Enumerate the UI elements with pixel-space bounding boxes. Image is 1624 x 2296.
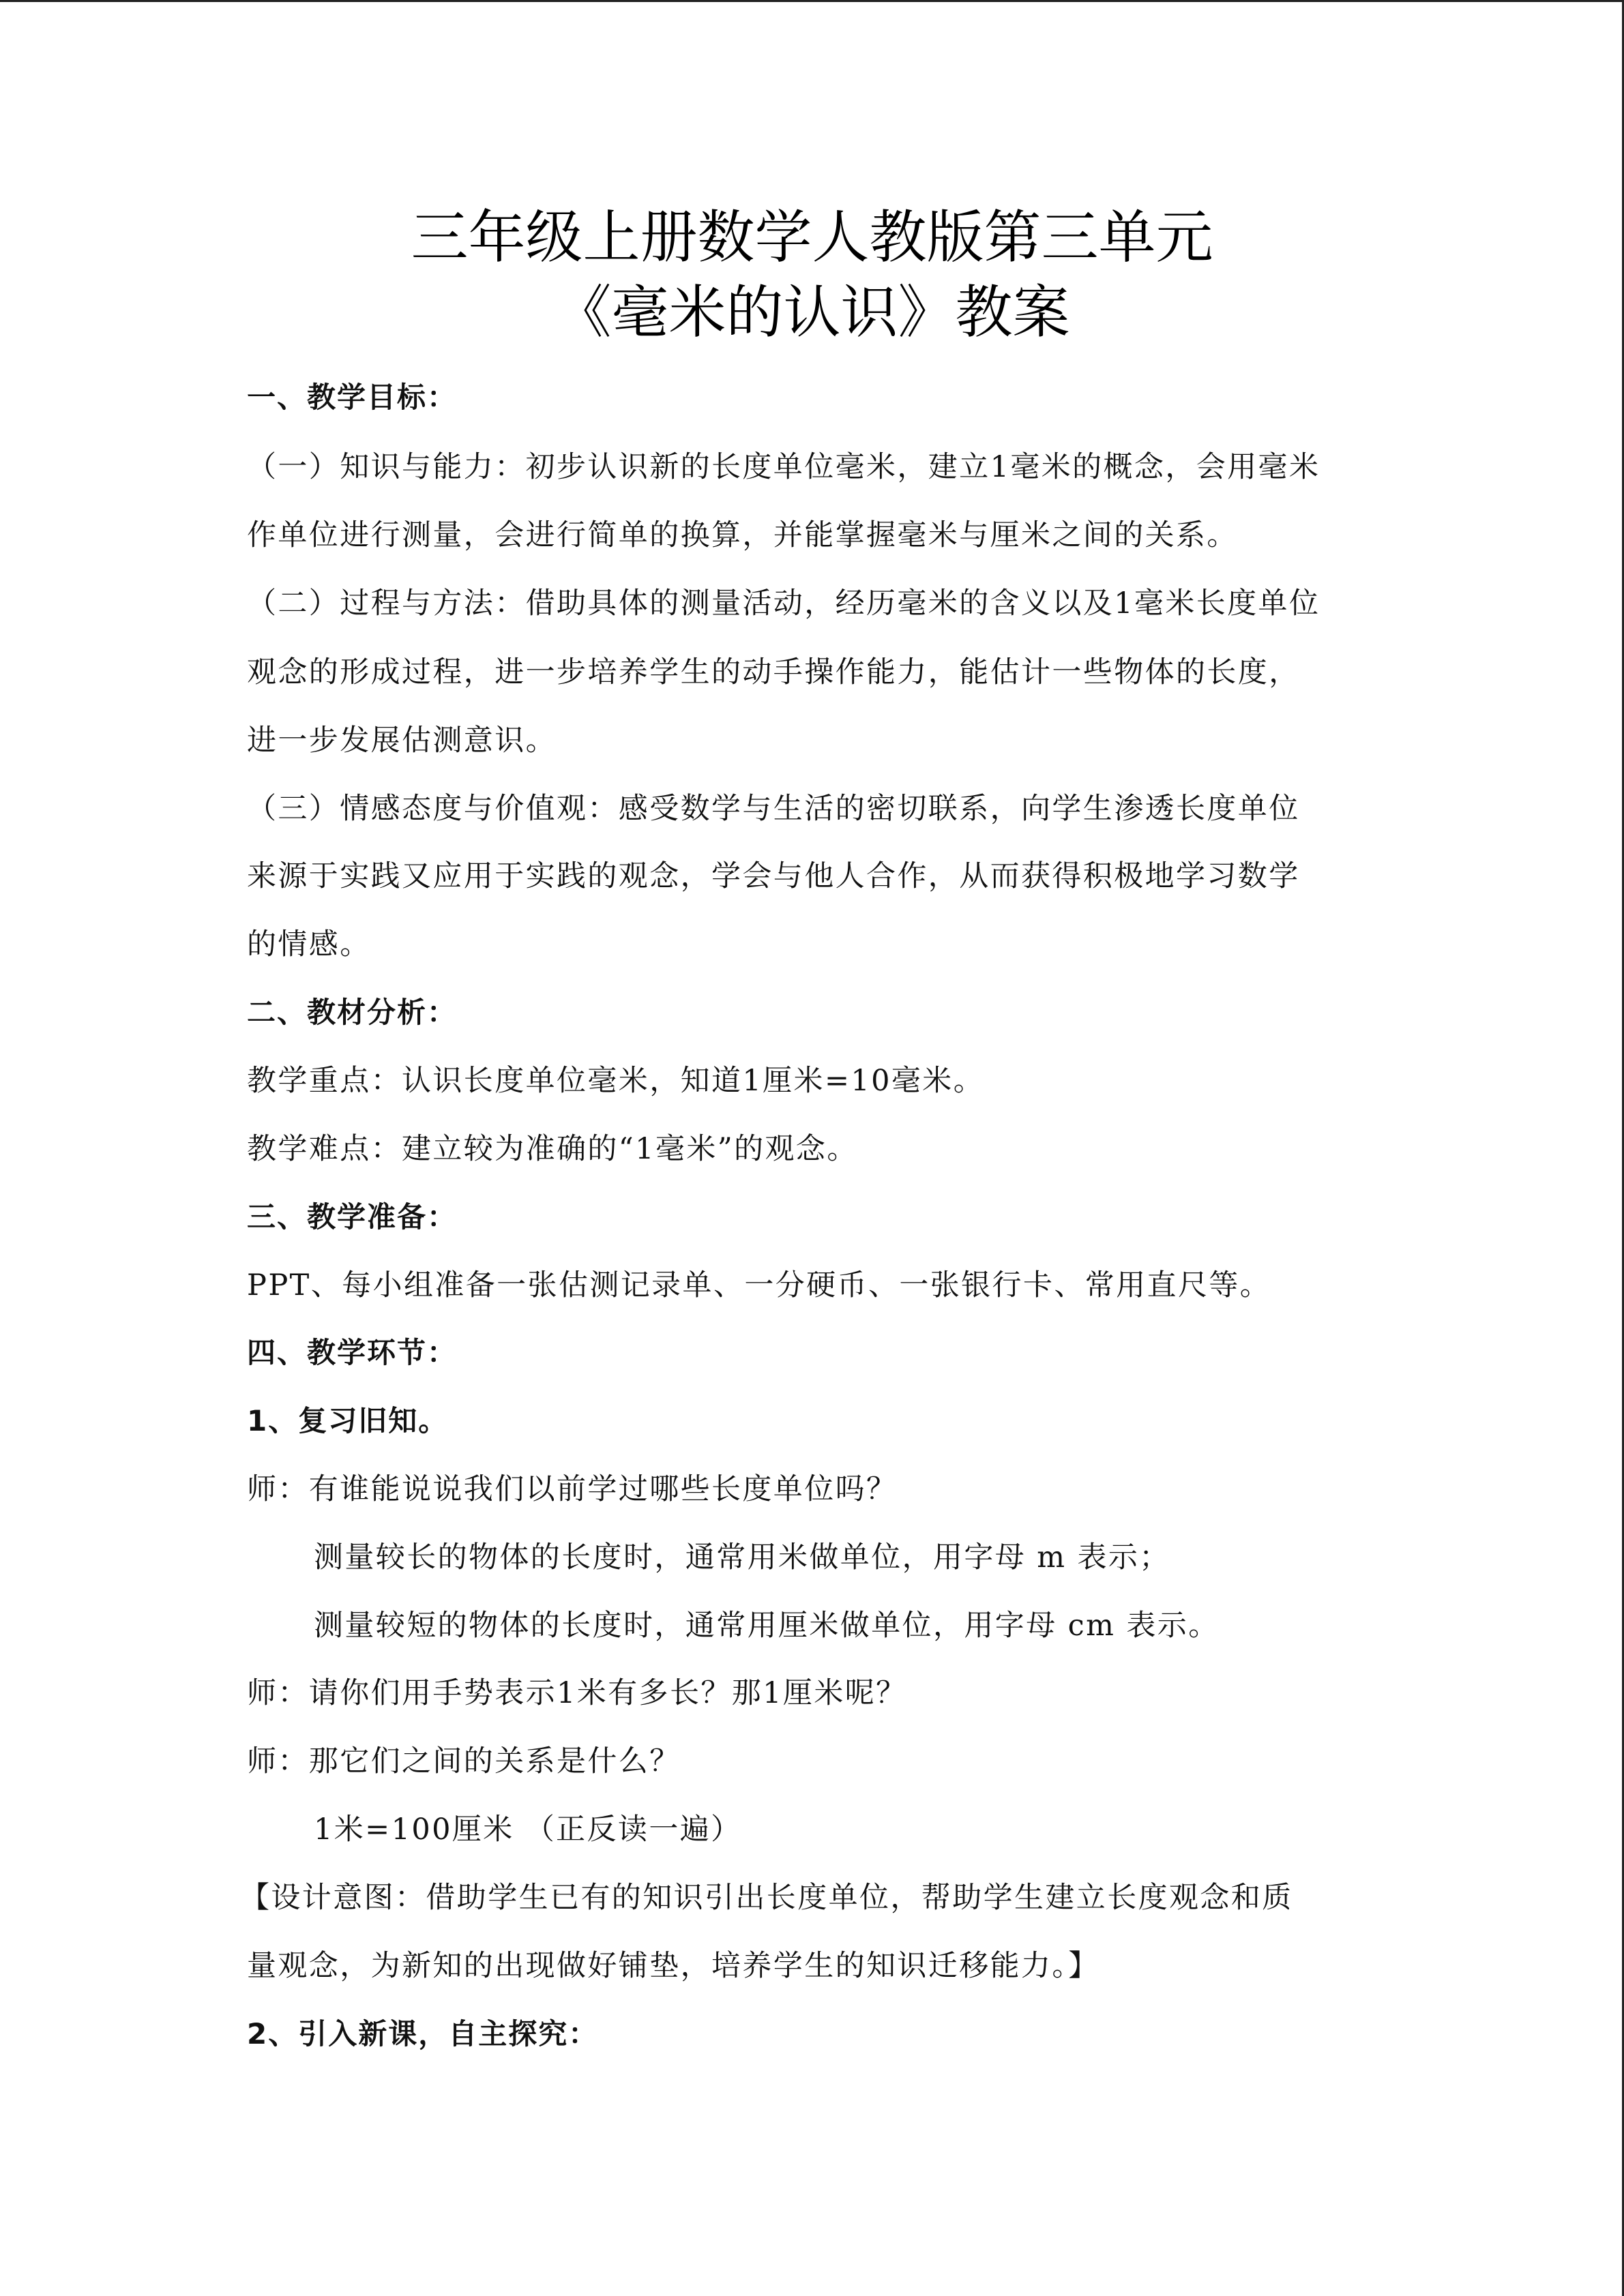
goal2-line2: 观念的形成过程，进一步培养学生的动手操作能力，能估计一些物体的长度，: [247, 655, 1300, 689]
teacher-question-3: 师：那它们之间的关系是什么？: [247, 1744, 681, 1778]
difficulty: 教学难点：建立较为准确的“1毫米”的观念。: [247, 1132, 858, 1166]
document-title-line2: 《毫米的认识》教案: [554, 279, 1070, 346]
section-heading-analysis: 二、教材分析：: [247, 996, 458, 1029]
goal1-line1: （一）知识与能力：初步认识新的长度单位毫米，建立1毫米的概念，会用毫米: [247, 450, 1320, 484]
section-heading-preparation: 三、教学准备：: [247, 1200, 458, 1234]
step2-heading: 2、引入新课，自主探究：: [247, 2017, 599, 2051]
teacher-question-2: 师：请你们用手势表示1米有多长？那1厘米呢？: [247, 1676, 907, 1710]
section-heading-objectives: 一、教学目标：: [247, 381, 458, 414]
answer-1-line2: 测量较短的物体的长度时，通常用厘米做单位，用字母 cm 表示。: [314, 1609, 1220, 1643]
answer-1-line1: 测量较长的物体的长度时，通常用米做单位，用字母 m 表示；: [314, 1540, 1170, 1575]
key-point: 教学重点：认识长度单位毫米，知道1厘米=10毫米。: [247, 1064, 985, 1098]
goal1-line2: 作单位进行测量，会进行简单的换算，并能掌握毫米与厘米之间的关系。: [247, 518, 1238, 552]
goal3-line1: （三）情感态度与价值观：感受数学与生活的密切联系，向学生渗透长度单位: [247, 792, 1300, 826]
document-title-line1: 三年级上册数学人教版第三单元: [411, 204, 1213, 271]
answer-3: 1米=100厘米 （正反读一遍）: [314, 1813, 742, 1847]
goal2-line3: 进一步发展估测意识。: [247, 724, 557, 758]
goal2-line1: （二）过程与方法：借助具体的测量活动，经历毫米的含义以及1毫米长度单位: [247, 586, 1320, 621]
section-heading-procedure: 四、教学环节：: [247, 1336, 458, 1369]
materials: PPT、每小组准备一张估测记录单、一分硬币、一张银行卡、常用直尺等。: [247, 1268, 1271, 1302]
step1-heading: 1、复习旧知。: [247, 1404, 449, 1437]
design-intent-line2: 量观念，为新知的出现做好铺垫，培养学生的知识迁移能力。】: [247, 1949, 1099, 1983]
goal3-line2: 来源于实践又应用于实践的观念，学会与他人合作，从而获得积极地学习数学: [247, 859, 1300, 893]
teacher-question-1: 师：有谁能说说我们以前学过哪些长度单位吗？: [247, 1472, 898, 1506]
design-intent-line1: 【设计意图：借助学生已有的知识引出长度单位，帮助学生建立长度观念和质: [240, 1881, 1293, 1915]
goal3-line3: 的情感。: [247, 927, 371, 961]
